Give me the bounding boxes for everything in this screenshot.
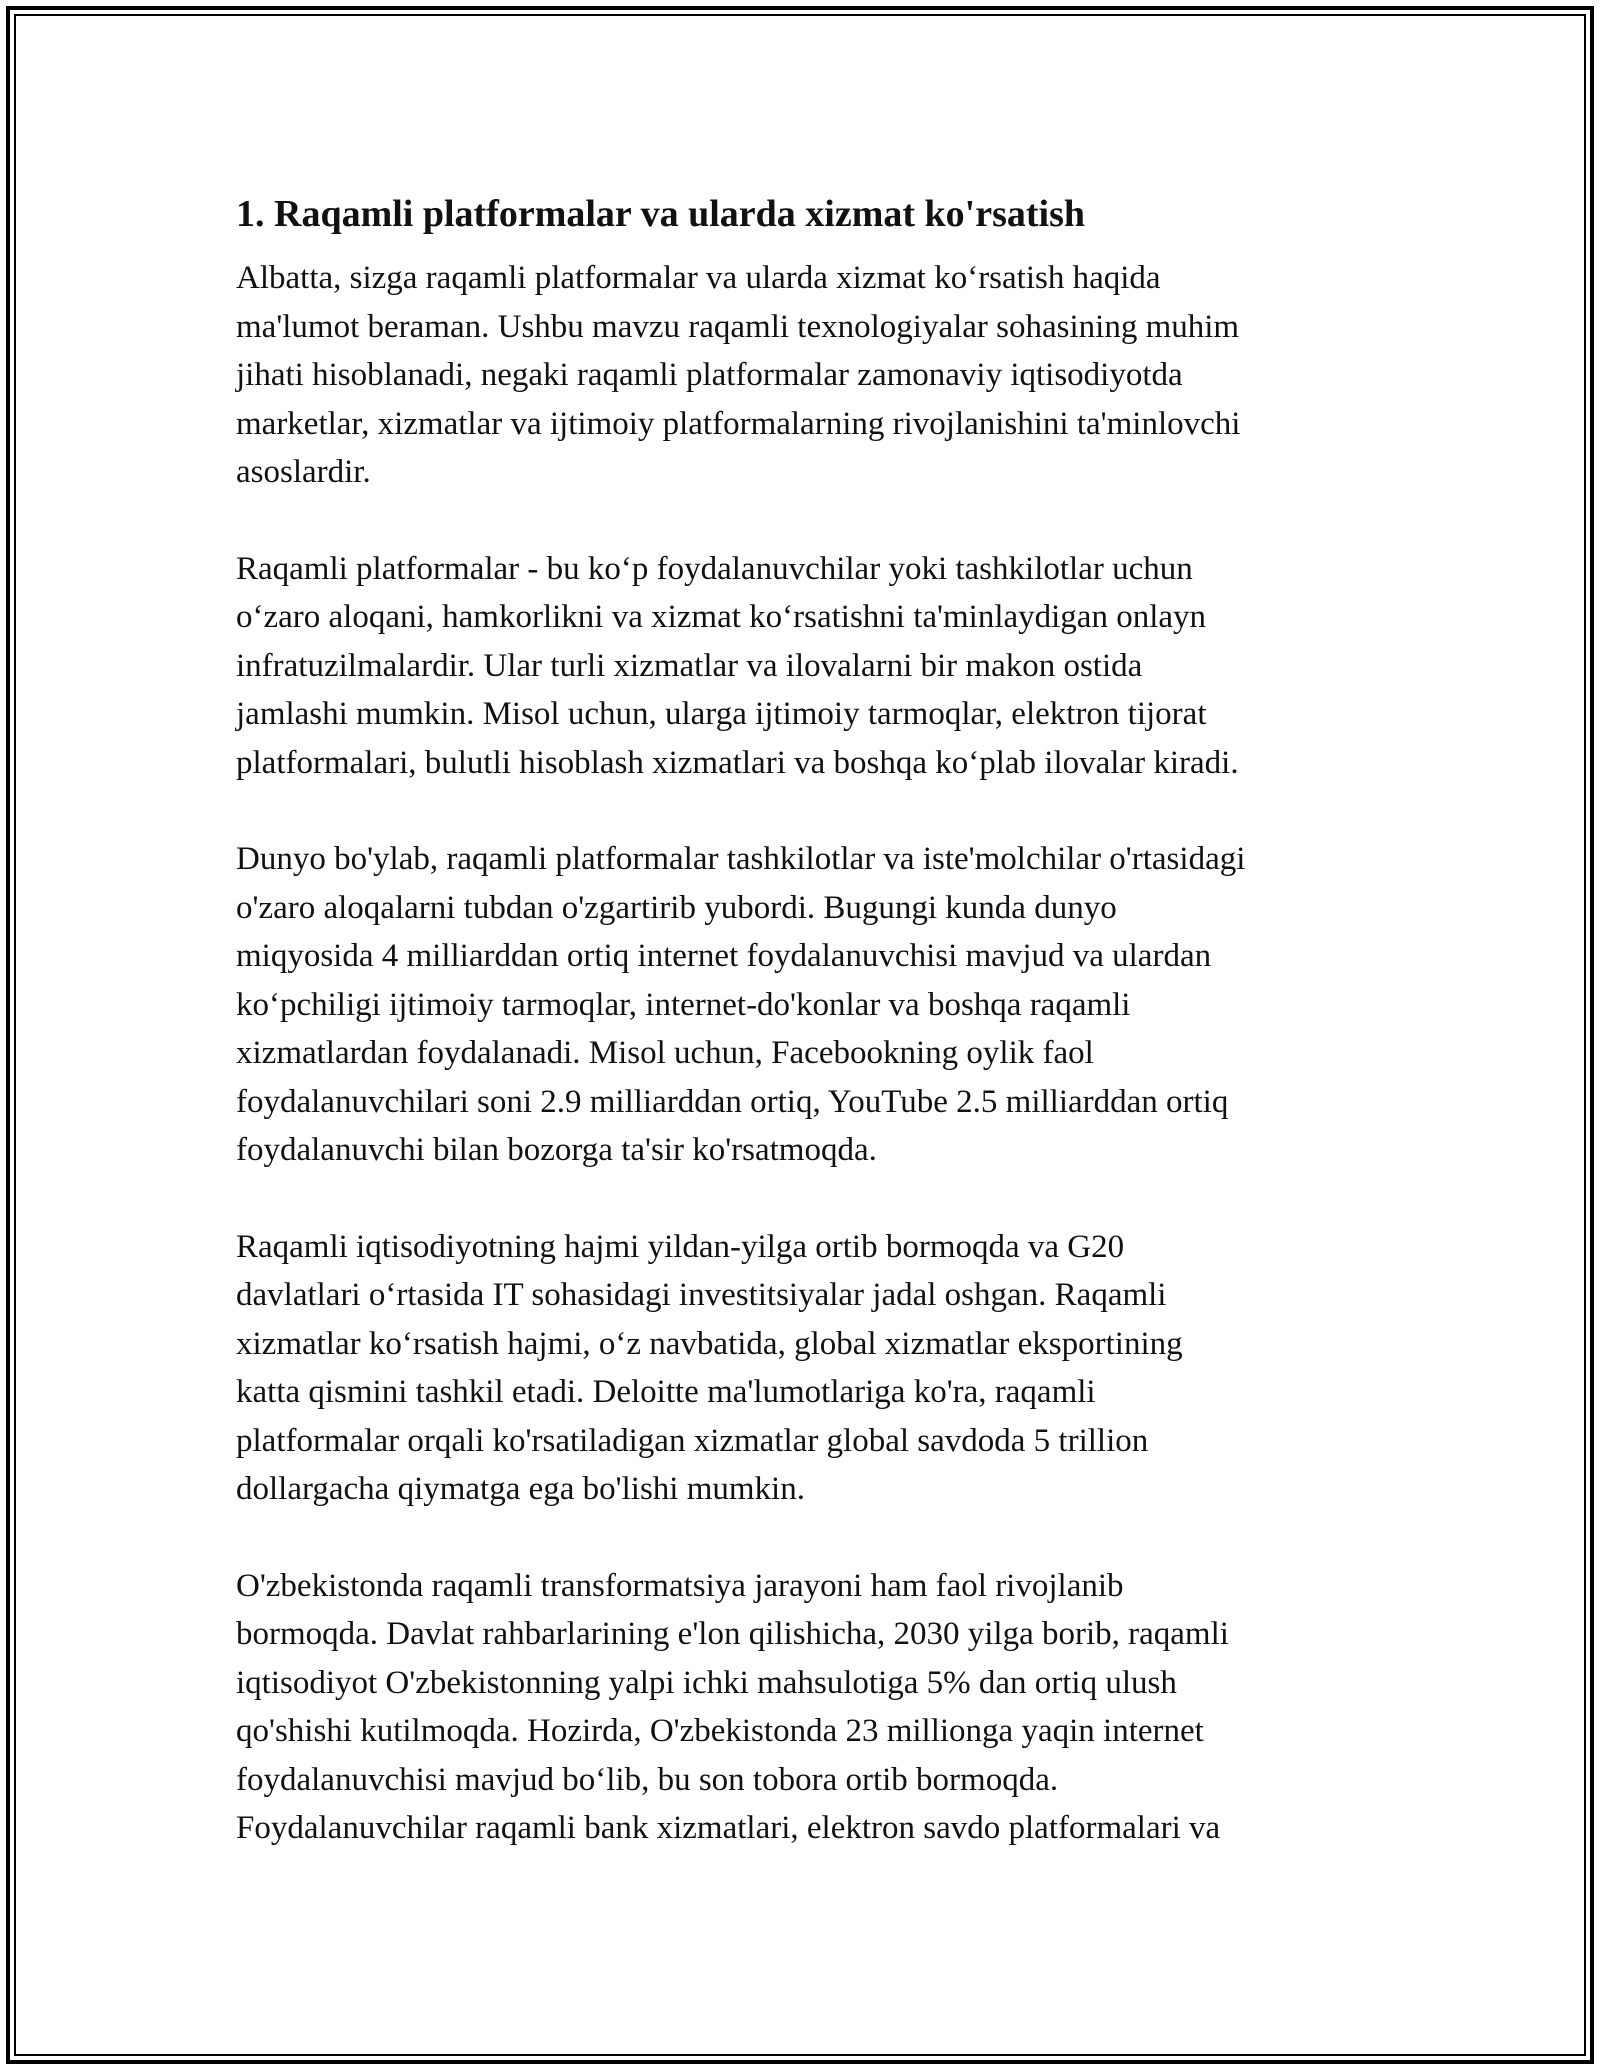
text-line: dollargacha qiymatga ega bo'lishi mumkin. bbox=[236, 1471, 805, 1507]
paragraph-economy bbox=[236, 1223, 1366, 1514]
text-line: koʻpchiligi ijtimoiy tarmoqlar, internet-do'konlar va boshqa raqamli bbox=[236, 986, 1131, 1023]
text-line: platformalar orqali ko'rsatiladigan xizmatlar global savdoda 5 trillion bbox=[236, 1422, 1149, 1459]
text-line: jamlashi mumkin. Misol uchun, ularga ijtimoiy tarmoqlar, elektron tijorat bbox=[236, 696, 1207, 732]
text-line: foydalanuvchisi mavjud boʻlib, bu son tobora ortib bormoqda. bbox=[236, 1761, 1059, 1798]
text-line: asoslardir. bbox=[236, 454, 371, 490]
text-line: jihati hisoblanadi, negaki raqamli platformalar zamonaviy iqtisodiyotda bbox=[236, 357, 1183, 393]
paragraph-intro bbox=[236, 254, 1366, 497]
text-line: oʻzaro aloqani, hamkorlikni va xizmat koʻrsatishni ta'minlaydigan onlayn bbox=[236, 599, 1207, 635]
document-body bbox=[236, 186, 1366, 1901]
text-line: bormoqda. Davlat rahbarlarining e'lon qilishicha, 2030 yilga borib, raqamli bbox=[236, 1616, 1229, 1652]
text-line: Raqamli platformalar - bu koʻp foydalanuvchilar yoki tashkilotlar uchun bbox=[236, 550, 1193, 587]
text-line: Dunyo bo'ylab, raqamli platformalar tashkilotlar va iste'molchilar o'rtasidagi bbox=[236, 841, 1246, 877]
text-line: foydalanuvchilari soni 2.9 milliarddan ortiq, YouTube 2.5 milliarddan ortiq bbox=[236, 1083, 1229, 1120]
paragraph-global bbox=[236, 835, 1366, 1175]
text-line: iqtisodiyot O'zbekistonning yalpi ichki mahsulotiga 5% dan ortiq ulush bbox=[236, 1664, 1177, 1701]
text-line: Albatta, sizga raqamli platformalar va ularda xizmat koʻrsatish haqida bbox=[236, 260, 1161, 296]
text-line: xizmatlardan foydalanadi. Misol uchun, Facebookning oylik faol bbox=[236, 1035, 1094, 1071]
paragraph-definition bbox=[236, 545, 1366, 788]
section-heading: 1. Raqamli platformalar va ularda xizmat ko'rsatish bbox=[236, 193, 1086, 235]
text-line: Foydalanuvchilar raqamli bank xizmatlari, elektron savdo platformalari va bbox=[236, 1810, 1221, 1846]
text-line: miqyosida 4 milliarddan ortiq internet foydalanuvchisi mavjud va ulardan bbox=[236, 938, 1212, 974]
text-line: katta qismini tashkil etadi. Deloitte ma'lumotlariga ko'ra, raqamli bbox=[236, 1374, 1096, 1410]
text-line: foydalanuvchi bilan bozorga ta'sir ko'rsatmoqda. bbox=[236, 1132, 877, 1168]
text-line: marketlar, xizmatlar va ijtimoiy platformalarning rivojlanishini ta'minlovchi bbox=[236, 405, 1241, 442]
text-line: O'zbekistonda raqamli transformatsiya jarayoni ham faol rivojlanib bbox=[236, 1567, 1124, 1604]
text-line: o'zaro aloqalarni tubdan o'zgartirib yubordi. Bugungi kunda dunyo bbox=[236, 889, 1117, 926]
text-line: infratuzilmalardir. Ular turli xizmatlar va ilovalarni bir makon ostida bbox=[236, 647, 1143, 684]
text-line: Raqamli iqtisodiyotning hajmi yildan-yilga ortib bormoqda va G20 bbox=[236, 1228, 1125, 1265]
text-line: xizmatlar koʻrsatish hajmi, oʻz navbatida, global xizmatlar eksportining bbox=[236, 1325, 1183, 1362]
text-line: qo'shishi kutilmoqda. Hozirda, O'zbekistonda 23 millionga yaqin internet bbox=[236, 1713, 1204, 1749]
paragraph-uzbekistan bbox=[236, 1562, 1366, 1853]
text-line: ma'lumot beraman. Ushbu mavzu raqamli texnologiyalar sohasining muhim bbox=[236, 308, 1240, 345]
text-line: davlatlari oʻrtasida IT sohasidagi investitsiyalar jadal oshgan. Raqamli bbox=[236, 1277, 1167, 1313]
text-line: platformalari, bulutli hisoblash xizmatlari va boshqa koʻplab ilovalar kiradi. bbox=[236, 744, 1239, 781]
